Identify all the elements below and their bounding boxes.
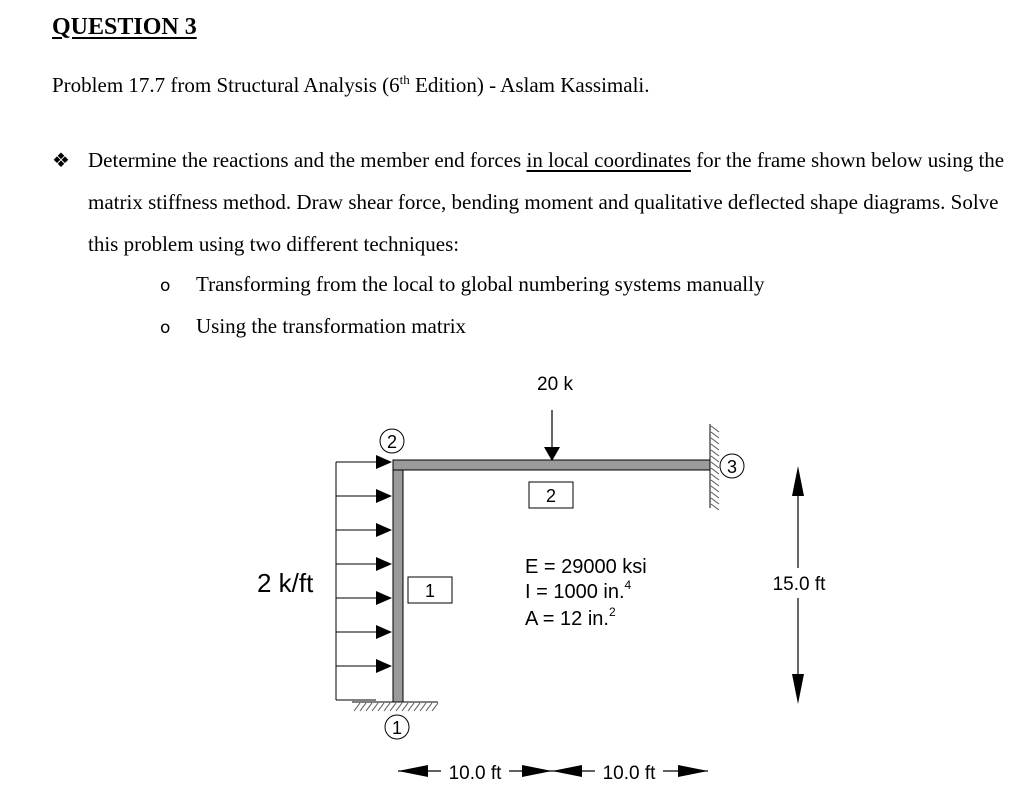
point-load-label: 20 k (537, 374, 573, 395)
span-dimension-left-label: 10.0 ft (448, 763, 502, 784)
option-marker: o (160, 318, 171, 338)
question-heading: QUESTION 3 (52, 14, 197, 40)
height-dimension-label: 15.0 ft (772, 574, 826, 595)
prop-a (525, 605, 616, 630)
node-label-2 (380, 429, 404, 453)
frame-corner (394, 461, 402, 469)
problem-reference-suffix: Edition) - Aslam Kassimali. (409, 73, 650, 97)
task-text-part1: Determine the reactions and the member end forces (88, 148, 527, 172)
prop-e: E = 29000 ksi (525, 556, 647, 578)
problem-reference-prefix: Problem 17.7 from Structural Analysis (6 (52, 73, 400, 97)
node-label-2-text: 2 (386, 432, 398, 452)
node-label-3-text: 3 (726, 457, 738, 477)
task-text-underlined: in local coordinates (526, 148, 691, 172)
member-label-1 (408, 577, 452, 603)
node-label-3 (720, 454, 744, 478)
distributed-load-label: 2 k/ft (257, 568, 314, 598)
member-2-beam (393, 460, 710, 470)
diamond-bullet-icon: ❖ (52, 148, 70, 172)
span-dimension-right-label: 10.0 ft (602, 763, 656, 784)
prop-i-exponent: 4 (624, 578, 632, 592)
point-load-arrowhead (544, 447, 560, 461)
option-text: Transforming from the local to global numbering systems manually (196, 272, 765, 296)
problem-reference-superscript: th (399, 72, 410, 87)
task-text-part2: for the frame shown below using the matrix stiffness method. Draw shear force, bending moment and qualitative deflected shape diagrams. Solve this problem using two different techniques: (88, 148, 1005, 256)
prop-i (525, 578, 632, 603)
member-1-column (393, 460, 403, 702)
prop-a-exponent: 2 (608, 605, 616, 619)
option-text: Using the transformation matrix (196, 314, 467, 338)
fixed-support-base (352, 702, 438, 711)
fixed-support-wall (710, 424, 719, 510)
point-load (537, 374, 573, 461)
option-marker: o (160, 276, 171, 296)
span-dimensions (398, 758, 708, 784)
member-label-2-text: 2 (545, 486, 557, 506)
material-properties (525, 556, 647, 630)
prop-i-text: I = 1000 in. (525, 581, 625, 603)
distributed-load (257, 455, 392, 700)
node-label-1-text: 1 (391, 718, 403, 738)
height-dimension (764, 466, 834, 704)
node-label-1 (385, 715, 409, 739)
member-label-1-text: 1 (424, 581, 436, 601)
prop-a-text: A = 12 in. (525, 608, 609, 630)
member-label-2 (529, 482, 573, 508)
